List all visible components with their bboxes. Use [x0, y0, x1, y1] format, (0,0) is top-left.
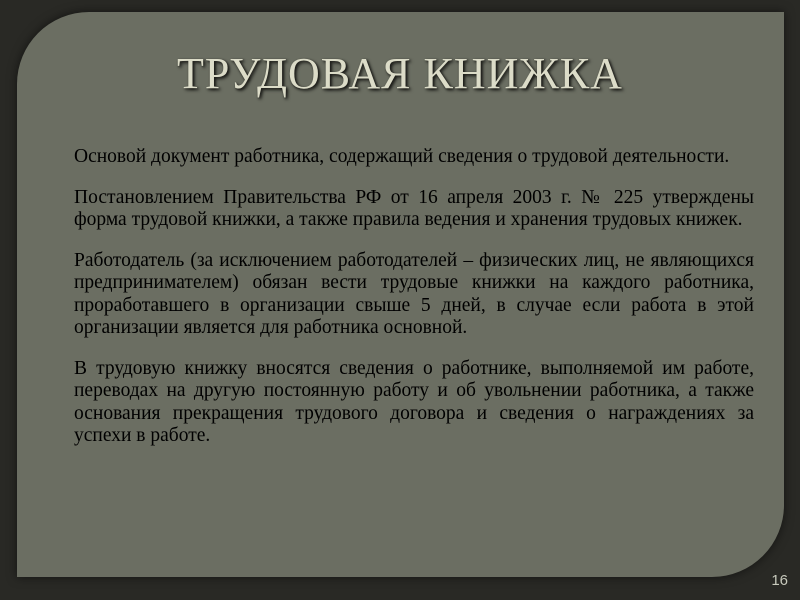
paragraph-definition: Основой документ работника, содержащий сведения о трудовой деятельности.: [74, 146, 730, 167]
slide-number: 16: [771, 572, 788, 589]
paragraph-regulation: Постановлением Правительства РФ от 16 апреля 2003 г. № 225 утверждены форма трудовой книжки, а также правила ведения и хранения трудовых книжек.: [74, 186, 754, 230]
paragraph-records-content: В трудовую книжку вносятся сведения о работнике, выполняемой им работе, переводах на другую постоянную работу и об увольнении работника, а также основания прекращения трудового договора и сведения о награждениях за успехи в работе.: [74, 357, 754, 446]
page-title: ТРУДОВАЯ КНИЖКА: [177, 49, 623, 98]
slide-content: [74, 146, 754, 466]
paragraph-employer-duty: Работодатель (за исключением работодателей – физических лиц, не являющихся предпринимателем) обязан вести трудовые книжки на каждого работника, проработавшего в организации свыше 5 дней, в случае если работа в этой организации является для работника основной.: [74, 249, 754, 338]
